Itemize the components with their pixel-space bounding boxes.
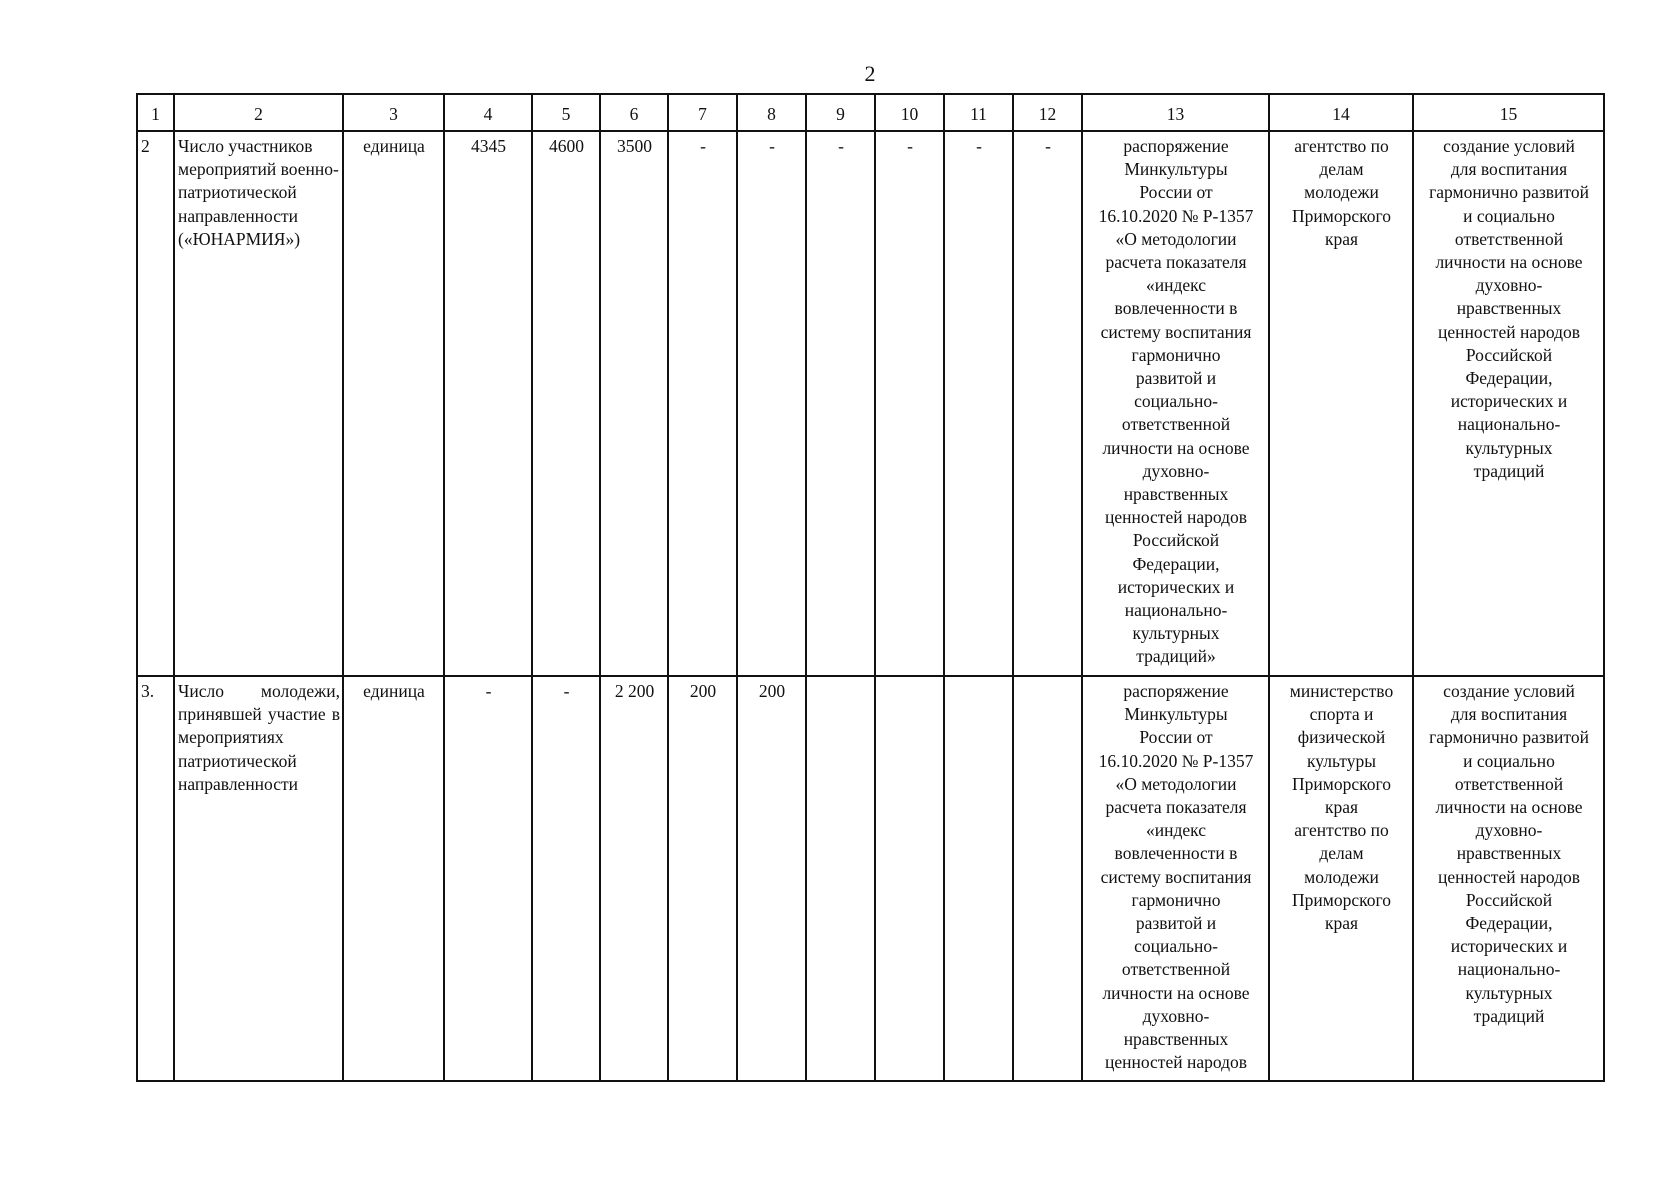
header-cell: 15 [1413,94,1604,131]
page-number: 2 [864,61,876,86]
value-cell: - [875,131,944,676]
header-cell: 12 [1013,94,1082,131]
value-cell [806,676,875,1081]
header-cell: 4 [444,94,532,131]
row-index: 2 [137,131,174,676]
header-cell: 13 [1082,94,1269,131]
value-cell: - [444,676,532,1081]
header-cell: 6 [600,94,668,131]
value-cell: - [806,131,875,676]
value-cell: 200 [668,676,737,1081]
goal-cell: создание условий для воспитания гармонично развитой и социально ответственной личности на основе духовно- нравственных ценностей народов Российской Федерации, исторических и национально- культурных традиций [1413,131,1604,676]
header-cell: 3 [343,94,444,131]
header-cell: 5 [532,94,600,131]
value-cell: - [944,131,1013,676]
regulatory-document: распоряжение Минкультуры России от 16.10.2020 № Р-1357 «О методологии расчета показателя «индекс вовлеченности в систему воспитания гармонично развитой и социально- ответственной личности на основе духовно- нравственных ценностей народов [1082,676,1269,1081]
header-cell: 2 [174,94,343,131]
row-index: 3. [137,676,174,1081]
value-cell: 2 200 [600,676,668,1081]
value-cell [1013,676,1082,1081]
value-cell [875,676,944,1081]
unit-cell: единица [343,676,444,1081]
value-cell: 3500 [600,131,668,676]
header-cell: 14 [1269,94,1413,131]
value-cell: 200 [737,676,806,1081]
header-cell: 11 [944,94,1013,131]
value-cell: 4345 [444,131,532,676]
indicator-name: Число молодежи, принявшей участие в мероприятиях патриотической направленности [174,676,343,1081]
responsible-body: агентство по делам молодежи Приморского края [1269,131,1413,676]
value-cell: 4600 [532,131,600,676]
header-cell: 8 [737,94,806,131]
value-cell [944,676,1013,1081]
value-cell: - [532,676,600,1081]
goal-cell: создание условий для воспитания гармонично развитой и социально ответственной личности на основе духовно- нравственных ценностей народов Российской Федерации, исторических и национально- культурных традиций [1413,676,1604,1081]
responsible-body: министерство спорта и физической культуры Приморского края агентство по делам молодежи Приморского края [1269,676,1413,1081]
indicator-name: Число участников мероприятий военно-патриотической направленности («ЮНАРМИЯ») [174,131,343,676]
table-header-row [137,94,1604,131]
value-cell: - [668,131,737,676]
table-row [137,676,1604,1081]
header-cell: 9 [806,94,875,131]
header-cell: 7 [668,94,737,131]
indicators-table [136,93,1605,1082]
unit-cell: единица [343,131,444,676]
table-row [137,131,1604,676]
header-cell: 1 [137,94,174,131]
regulatory-document: распоряжение Минкультуры России от 16.10.2020 № Р-1357 «О методологии расчета показателя «индекс вовлеченности в систему воспитания гармонично развитой и социально- ответственной личности на основе духовно- нравственных ценностей народов Российской Федерации, исторических и национально- культурных традиций» [1082,131,1269,676]
value-cell: - [737,131,806,676]
header-cell: 10 [875,94,944,131]
value-cell: - [1013,131,1082,676]
